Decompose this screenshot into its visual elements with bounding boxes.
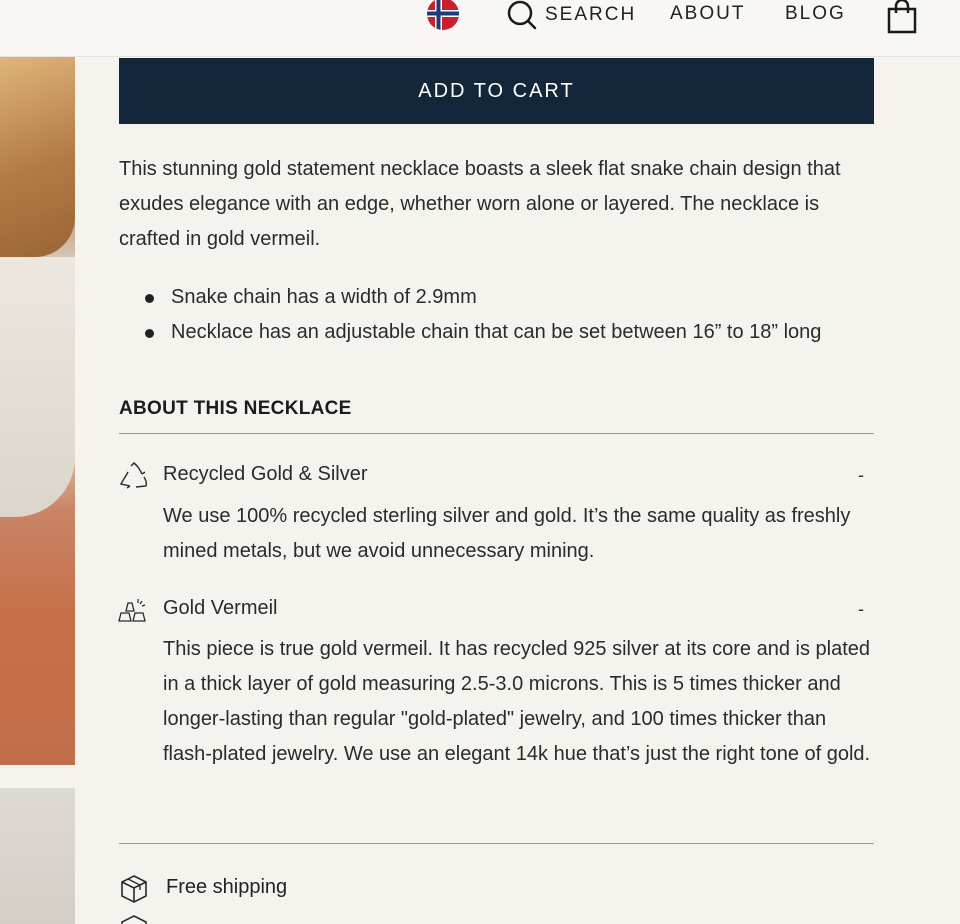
section-divider (119, 433, 874, 434)
accordion-body-recycled: We use 100% recycled sterling silver and gold. It’s the same quality as freshly mined metals, but we avoid unnecessary mining. (163, 505, 851, 562)
next-benefit-icon (119, 914, 149, 924)
nav-blog-link[interactable]: BLOG (785, 3, 846, 24)
add-to-cart-button[interactable]: ADD TO CART (119, 58, 874, 124)
photo-shirt-region (0, 257, 75, 517)
gold-bars-icon (118, 597, 150, 625)
site-header (0, 0, 960, 57)
product-photo-secondary[interactable] (0, 788, 75, 924)
accordion-title-recycled[interactable]: Recycled Gold & Silver (163, 463, 368, 485)
accordion-title-vermeil[interactable]: Gold Vermeil (163, 597, 278, 619)
search-label: SEARCH (545, 4, 637, 25)
accordion-toggle-recycled[interactable]: - (858, 465, 864, 485)
search-icon (507, 0, 537, 30)
accordion-toggle-vermeil[interactable]: - (858, 599, 864, 619)
accordion-body-vermeil: This piece is true gold vermeil. It has recycled 925 silver at its core and is plated in a thick layer of gold measuring 2.5-3.0 microns. This is 5 times thicker and longer-lasting than regular "gold-plated" jewelry, and 100 times thicker than flash-plated jewelry. We use an elegant 14k hue that’s just the right tone of gold. (163, 638, 871, 765)
section-divider (119, 843, 874, 844)
norway-flag-icon[interactable] (427, 0, 459, 30)
about-section-title: ABOUT THIS NECKLACE (119, 398, 352, 419)
product-features-list (143, 280, 883, 350)
product-photo[interactable] (0, 57, 75, 765)
search-link[interactable] (507, 0, 636, 30)
free-shipping-label: Free shipping (166, 876, 288, 898)
product-description: This stunning gold statement necklace boasts a sleek flat snake chain design that exudes elegance with an edge, whether worn alone or layered. The necklace is crafted in gold vermeil. (119, 158, 841, 250)
feature-item: Necklace has an adjustable chain that can be set between 16” to 18” long (143, 315, 883, 350)
shopping-bag-icon[interactable] (886, 0, 918, 34)
nav-about-link[interactable]: ABOUT (670, 3, 746, 24)
feature-item: Snake chain has a width of 2.9mm (143, 280, 883, 315)
photo-hair-region (0, 57, 75, 257)
package-icon (119, 874, 149, 904)
recycle-icon (118, 462, 150, 490)
